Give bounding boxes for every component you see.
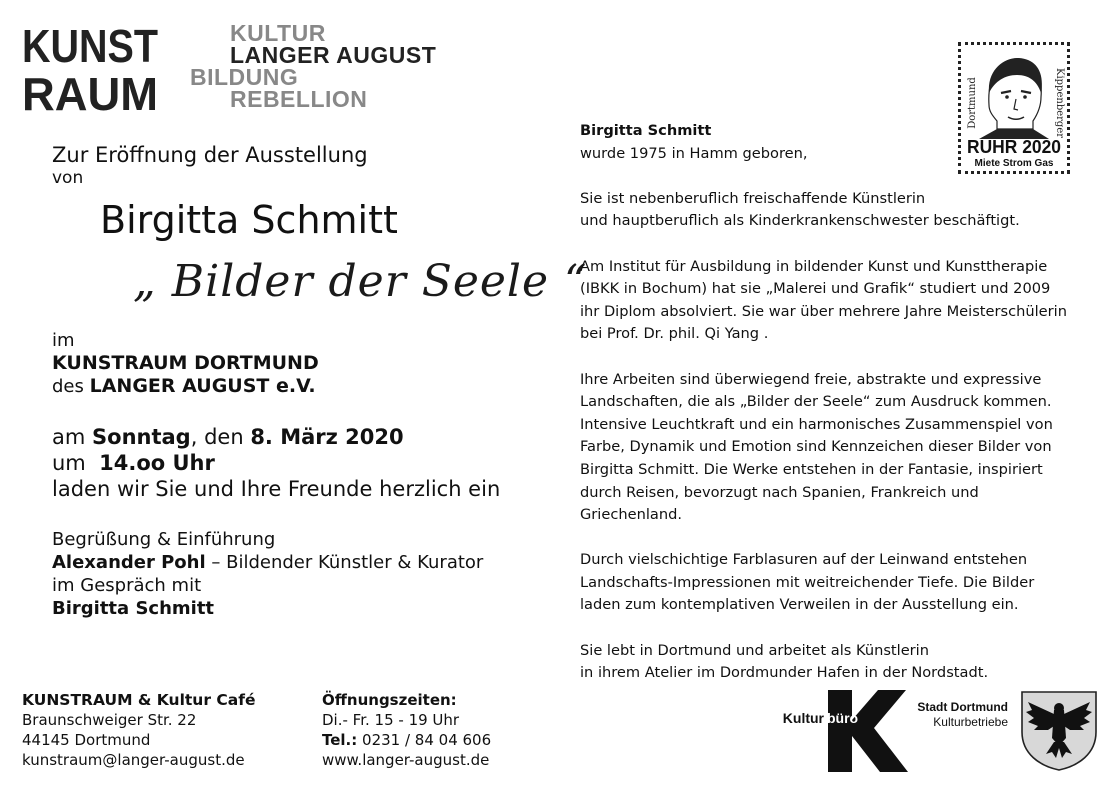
tel-value: 0231 / 84 04 606 <box>357 731 492 749</box>
time-prefix: um <box>52 451 100 475</box>
bio-line: Griechenland. <box>580 506 682 524</box>
venue-name: KUNSTRAUM DORTMUND <box>52 352 319 374</box>
bio-line: Intensive Leuchtkraft und ein harmonisches Zusammenspiel von <box>580 415 1053 433</box>
footer-address <box>22 690 255 770</box>
bio-line: Landschaften, die als „Bilder der Seele“ zum Ausdruck kommen. <box>580 393 1052 411</box>
bio-line: Ihre Arbeiten sind überwiegend freie, abstrakte und expressive <box>580 370 1042 388</box>
venue-org: LANGER AUGUST e.V. <box>89 375 316 397</box>
kunstraum-logo <box>20 20 160 120</box>
bio-line: in ihrem Atelier im Dordmunder Hafen in der Nordstadt. <box>580 664 989 682</box>
date-mid: , den <box>190 425 251 449</box>
invitation-line: laden wir Sie und Ihre Freunde herzlich ein <box>52 477 501 501</box>
logo-line-rebellion: REBELLION <box>230 86 368 112</box>
artist-biography <box>580 120 1100 707</box>
bio-line: und hauptberuflich als Kinderkrankenschwester beschäftigt. <box>580 212 1020 230</box>
postage-stamp <box>958 42 1070 174</box>
bio-line: bei Prof. Dr. phil. Qi Yang . <box>580 325 769 343</box>
date-day: Sonntag <box>92 425 191 449</box>
logo-line-kultur: KULTUR <box>230 20 326 46</box>
venue-im: im <box>52 330 75 351</box>
stamp-right-text: Kippenberger <box>1054 67 1065 139</box>
exhibition-title: „ Bilder der Seele “ <box>133 256 588 307</box>
stadt-line2: Kulturbetriebe <box>933 715 1008 729</box>
footer-street: Braunschweiger Str. 22 <box>22 711 197 729</box>
stamp-bottom-text: Miete Strom Gas <box>974 158 1054 169</box>
bio-name: Birgitta Schmitt <box>580 122 712 139</box>
program-welcome: Begrüßung & Einführung <box>52 529 276 550</box>
bio-line: laden zum kontemplativen Verweilen in der Ausstellung ein. <box>580 596 1019 614</box>
stadt-dortmund-label <box>916 700 1008 730</box>
program-speaker-role: – Bildender Künstler & Kurator <box>205 552 484 573</box>
bio-line: Sie lebt in Dortmund und arbeitet als Künstlerin <box>580 641 929 659</box>
program-conversation: im Gespräch mit <box>52 575 202 596</box>
footer-website[interactable]: www.langer-august.de <box>322 751 490 769</box>
bio-line: (IBKK in Bochum) hat sie „Malerei und Grafik“ studiert und 2009 <box>580 280 1051 298</box>
stamp-left-text: Dortmund <box>967 77 978 129</box>
langer-august-logo <box>190 22 436 110</box>
bio-line: Birgitta Schmitt. Die Werke entstehen in der Fantasie, inspiriert <box>580 460 1043 478</box>
kulturbuero-text-black: Kultur <box>782 710 824 726</box>
footer-email[interactable]: kunstraum@langer-august.de <box>22 751 245 769</box>
bio-line: Sie ist nebenberuflich freischaffende Künstlerin <box>580 189 926 207</box>
time-value: 14.oo Uhr <box>99 451 215 475</box>
stadt-line1: Stadt Dortmund <box>917 700 1008 714</box>
tel-label: Tel.: <box>322 731 358 749</box>
bio-line: Durch vielschichtige Farblasuren auf der Leinwand entstehen <box>580 551 1028 569</box>
kunstraum-logo-line2: RAUM <box>22 68 158 120</box>
bio-born: wurde 1975 in Hamm geboren, <box>580 144 808 162</box>
logo-line-langer-august: LANGER AUGUST <box>230 42 437 68</box>
hours-value: Di.- Fr. 15 - 19 Uhr <box>322 711 460 729</box>
kulturbuero-logo <box>780 690 910 772</box>
bio-line: Am Institut für Ausbildung in bildender Kunst und Kunsttherapie <box>580 257 1048 275</box>
date-time-block <box>52 424 500 502</box>
logo-line-bildung: BILDUNG <box>190 64 299 90</box>
bio-line: Landschafts-Impressionen mit weitreichender Tiefe. Die Bilder <box>580 573 1035 591</box>
kunstraum-logo-line1: KUNST <box>22 20 158 72</box>
footer-city: 44145 Dortmund <box>22 731 151 749</box>
portrait-icon <box>979 58 1049 139</box>
eagle-crest-icon <box>1018 688 1100 772</box>
artist-name-heading: Birgitta Schmitt <box>100 198 398 242</box>
hours-label: Öffnungszeiten: <box>322 691 457 709</box>
date-date: 8. März 2020 <box>250 425 404 449</box>
venue-of: des <box>52 376 90 397</box>
kulturbuero-text-white: büro <box>827 710 859 726</box>
intro-von: von <box>52 168 84 188</box>
program-artist: Birgitta Schmitt <box>52 598 215 619</box>
program-block <box>52 528 483 620</box>
footer-venue: KUNSTRAUM & Kultur Café <box>22 691 256 709</box>
intro-line: Zur Eröffnung der Ausstellung <box>52 143 368 167</box>
program-speaker: Alexander Pohl <box>52 552 206 573</box>
stamp-main-text: RUHR 2020 <box>967 137 1061 157</box>
bio-line: durch Reisen, bevorzugt nach Spanien, Frankreich und <box>580 483 979 501</box>
footer-hours <box>322 690 491 770</box>
venue-block <box>52 330 319 398</box>
bio-line: Farbe, Dynamik und Emotion sind Kennzeichen dieser Bilder von <box>580 438 1052 456</box>
bio-line: ihr Diplom absolviert. Sie war über mehrere Jahre Meisterschülerin <box>580 302 1067 320</box>
date-prefix: am <box>52 425 93 449</box>
